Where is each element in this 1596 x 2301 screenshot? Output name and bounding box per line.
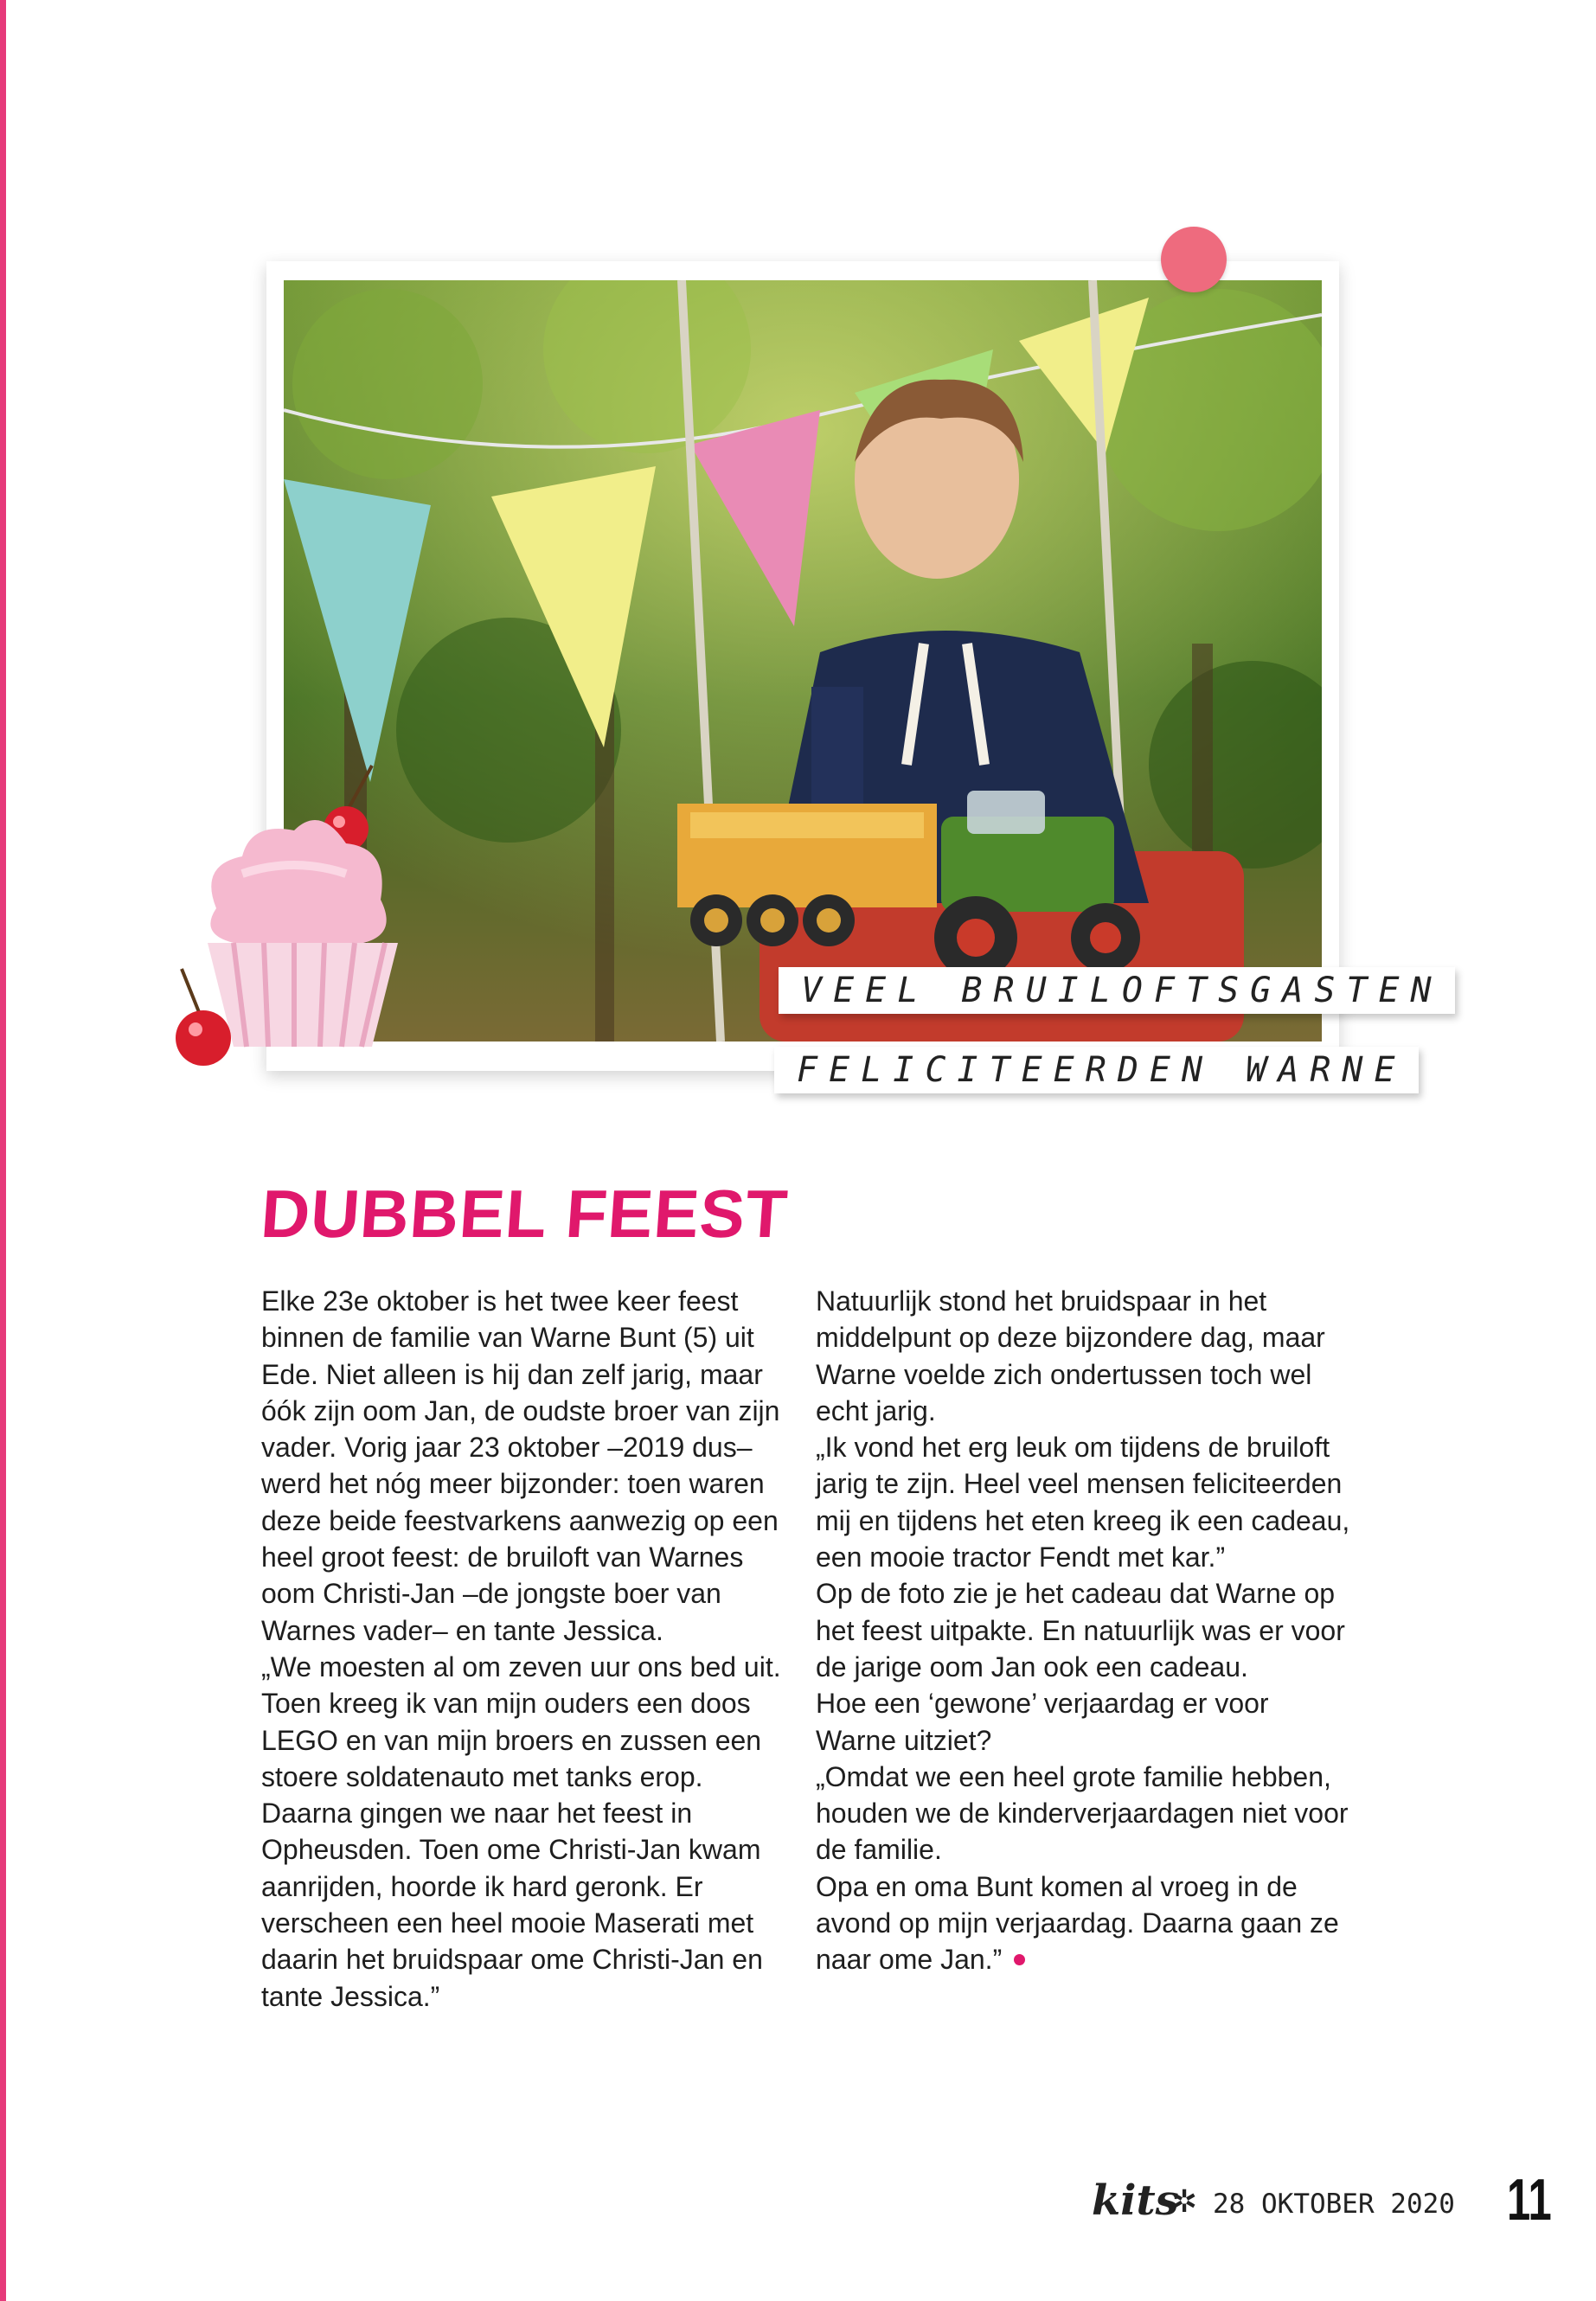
article-column-left: [261, 1283, 798, 2015]
paragraph: „Omdat we een heel grote familie hebben, houden we de kinderverjaardagen niet voor de familie.: [816, 1760, 1349, 1866]
page-number: 11: [1507, 2167, 1552, 2233]
asterisk-icon: ✲: [1171, 2183, 1198, 2219]
photo-caption-line-2: FELICITEERDEN WARNE: [774, 1047, 1419, 1093]
pushpin-decoration: [1161, 227, 1227, 292]
photo-caption-line-1: VEEL BRUILOFTSGASTEN: [779, 967, 1455, 1014]
end-of-article-dot: [1014, 1954, 1025, 1965]
cupcake-illustration: [164, 761, 441, 1090]
page-edge-bar: [0, 0, 6, 2301]
paragraph: „We moesten al om zeven uur ons bed uit. Toen kreeg ik van mijn ouders een doos LEGO en van mijn broers en zussen een stoere soldatenauto met tanks erop. Daarna gingen we naar het feest in Opheusden. Toen ome Christi-Jan kwam aanrijden, hoorde ik hard geronk. Er verscheen een heel mooie Maserati met daarin het bruidspaar ome Christi-Jan en tante Jessica.”: [261, 1650, 781, 2012]
article-column-right: [816, 1283, 1352, 1978]
paragraph: Op de foto zie je het cadeau dat Warne op het feest uitpakte. En natuurlijk was er voor de jarige oom Jan ook een cadeau.: [816, 1578, 1345, 1682]
paragraph: Hoe een ‘gewone’ verjaardag er voor Warne uitziet?: [816, 1688, 1269, 1756]
paragraph-last-text: Opa en oma Bunt komen al vroeg in de avond op mijn verjaardag. Daarna gaan ze naar ome Jan.”: [816, 1870, 1339, 1976]
paragraph: Natuurlijk stond het bruidspaar in het middelpunt op deze bijzondere dag, maar Warne voelde zich ondertussen toch wel echt jarig.: [816, 1285, 1325, 1426]
page-footer: [1092, 2167, 1576, 2239]
paragraph: „Ik vond het erg leuk om tijdens de bruiloft jarig te zijn. Heel veel mensen feliciteerden mij en tijdens het eten kreeg ik een cadeau, een mooie tractor Fendt met kar.”: [816, 1432, 1350, 1574]
article-headline: DUBBEL FEEST: [258, 1176, 791, 1252]
issue-date: 28 OKTOBER 2020: [1213, 2189, 1455, 2220]
paragraph: Elke 23e oktober is het twee keer feest binnen de familie van Warne Bunt (5) uit Ede. Niet alleen is hij dan zelf jarig, maar óók zijn oom Jan, de oudste broer van zijn vader. Vorig jaar 23 oktober –2019 dus– werd het nóg meer bijzonder: toen waren deze beide feestvarkens aanwezig op een heel groot feest: de bruiloft van Warnes oom Christi-Jan –de jongste boer van Warnes vader– en tante Jessica.: [261, 1285, 780, 1646]
paragraph-last: [816, 1868, 1352, 1978]
magazine-brand: kits: [1092, 2176, 1179, 2225]
